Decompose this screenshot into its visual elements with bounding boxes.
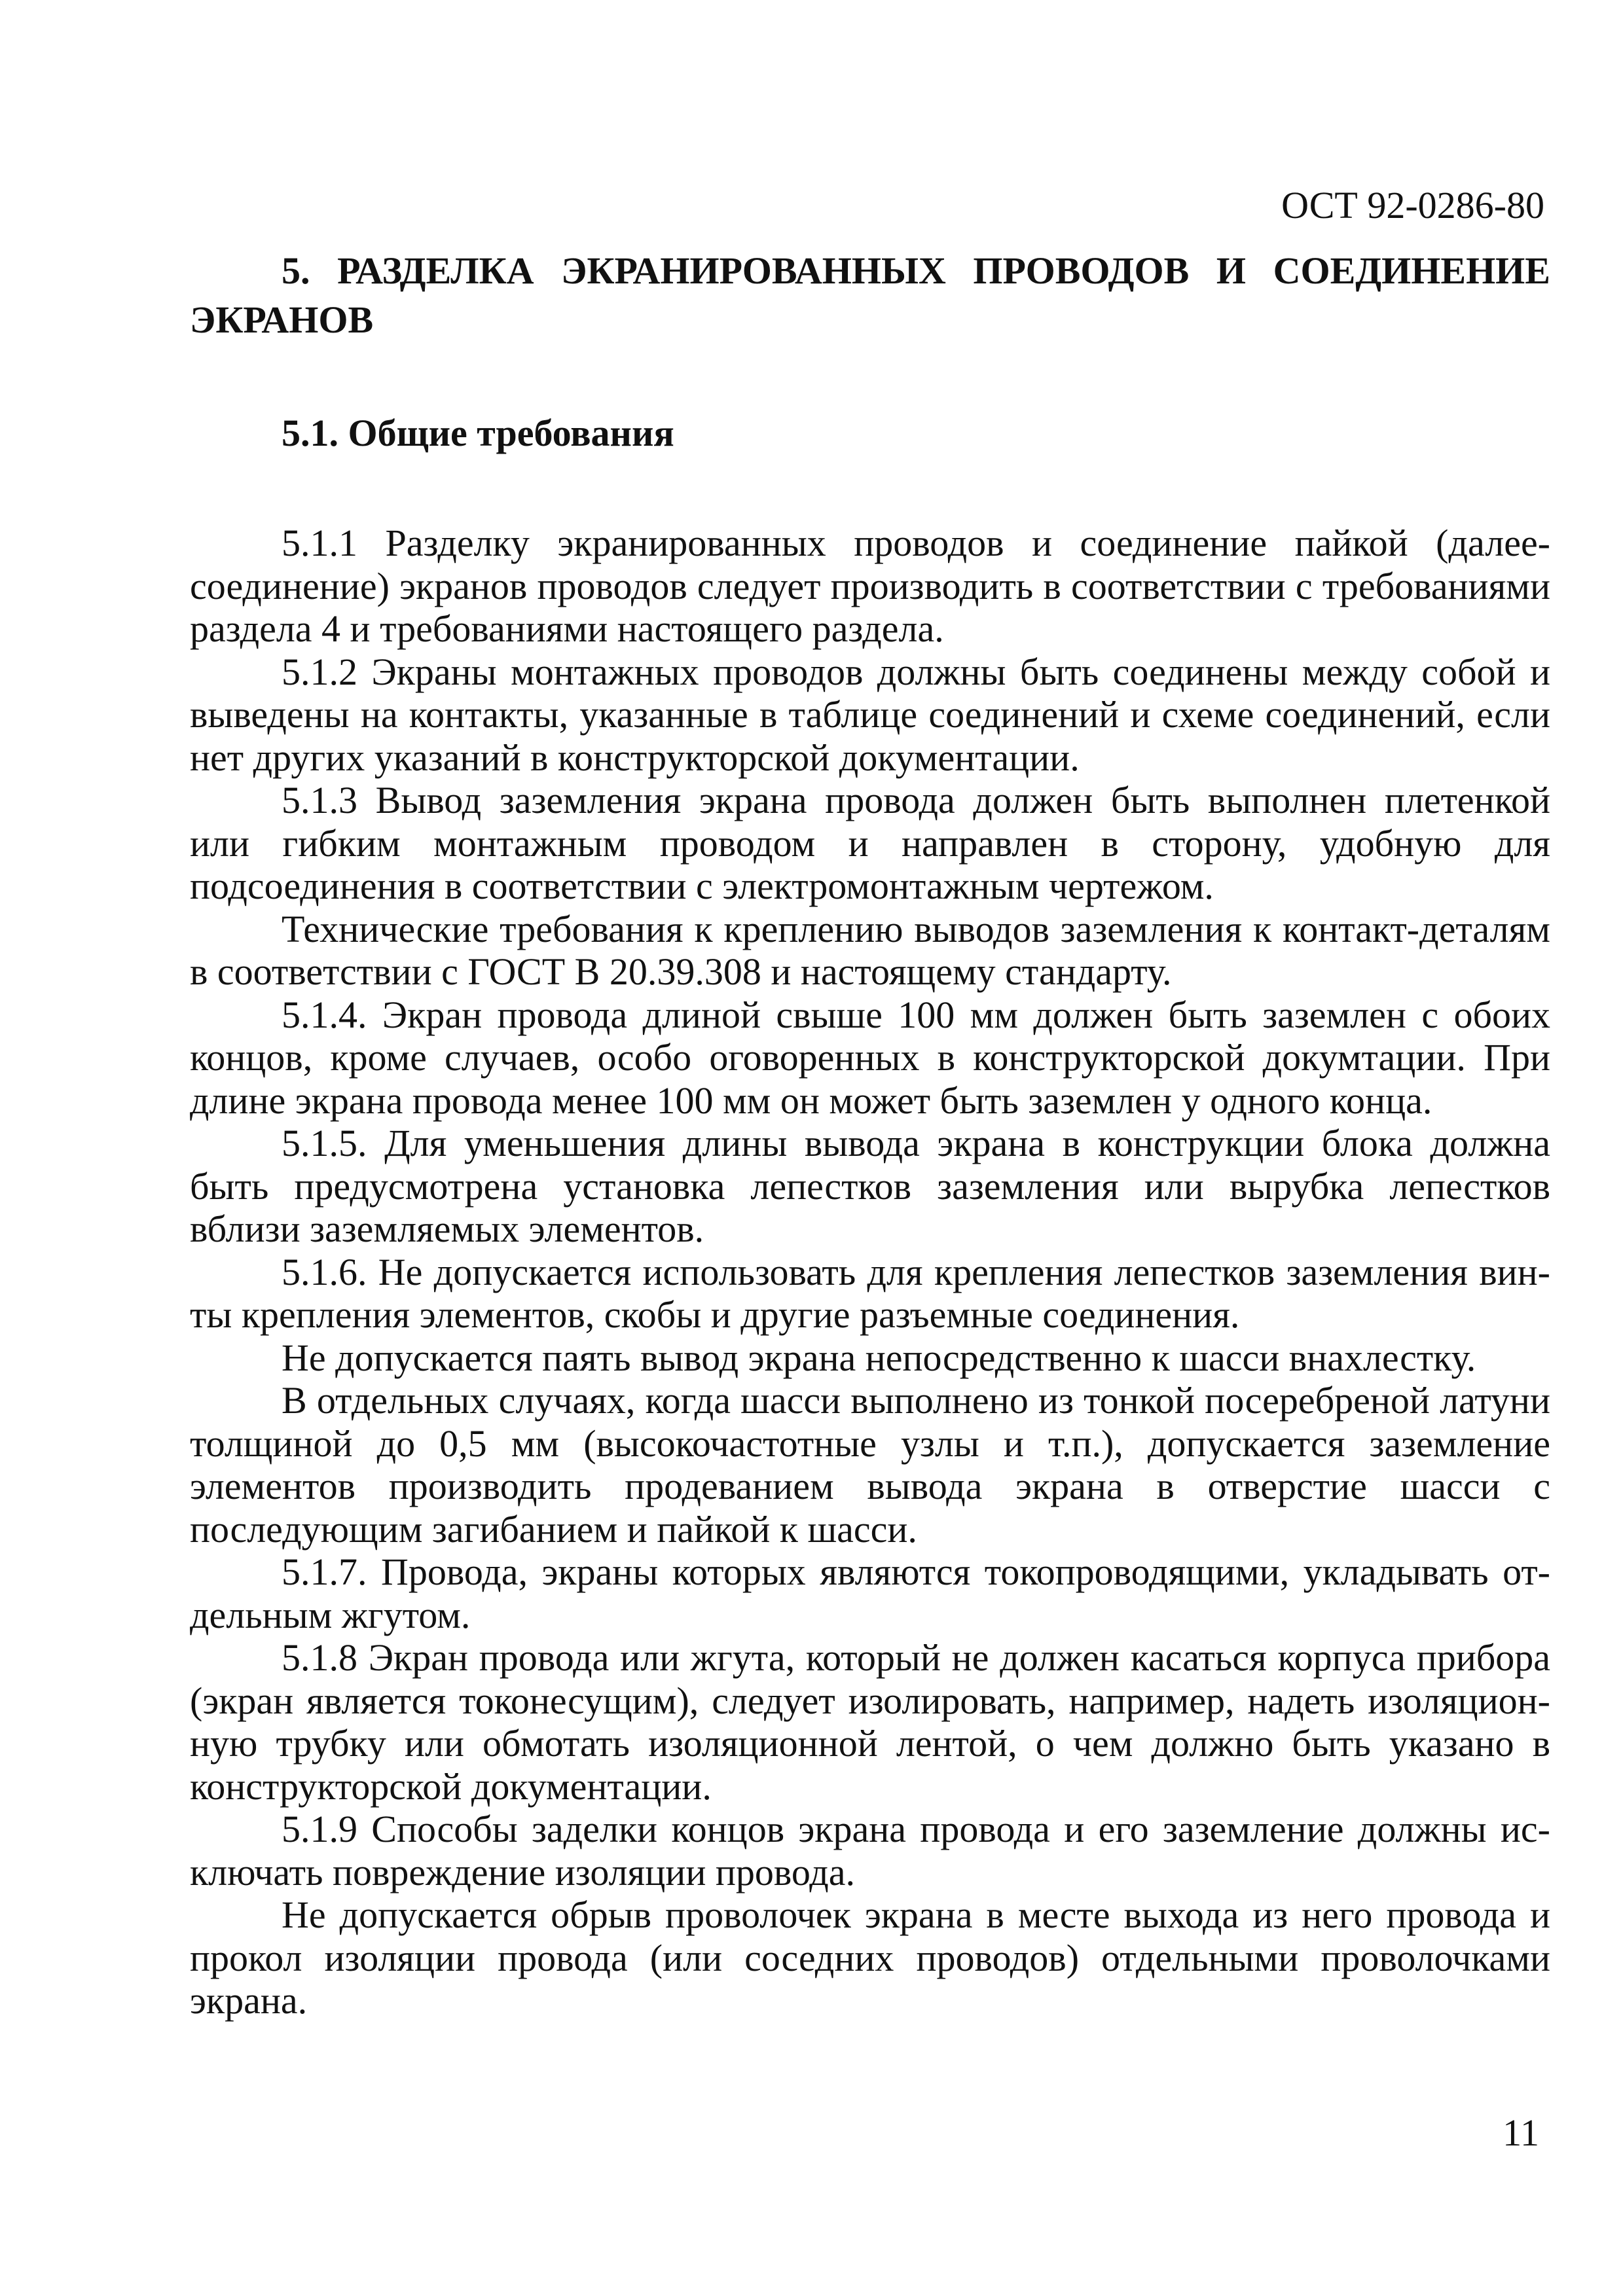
paragraph-thin-brass-exception: В отдельных случаях, когда шасси выполнено из тонкой посеребреной латуни толщиной до 0,5 мм (высокочастотные узлы и т.п.), допускается заземление элементов производить продеванием вывода экрана в отверстие шасси с последующим загибанием и пайкой к шасси.: [190, 1379, 1550, 1551]
paragraph-5-1-6: 5.1.6. Не допускается использовать для крепления лепестков заземления винты крепления элементов, скобы и другие разъемные соединения.: [190, 1250, 1550, 1336]
paragraph-no-wire-breakage: Не допускается обрыв проволочек экрана в месте выхода из него провода и прокол изоляции провода (или соседних проводов) отдельными проволочками экрана.: [190, 1893, 1550, 2022]
paragraph-5-1-1: 5.1.1 Разделку экранированных проводов и соединение пайкой (далее-соединение) экранов проводов следует производить в соответствии с требованиями раздела 4 и требованиями настоящего раздела.: [190, 522, 1550, 650]
document-code: ОСТ 92-0286-80: [1281, 184, 1544, 226]
paragraph-5-1-8: 5.1.8 Экран провода или жгута, который не должен касаться корпуса прибора (экран является токонесущим), следует изолировать, например, надеть изоляционную трубку или обмотать изоляционной лентой, о чем должно быть указано в конструкторской документации.: [190, 1636, 1550, 1808]
page-number: 11: [1503, 2111, 1539, 2154]
paragraph-5-1-5: 5.1.5. Для уменьшения длины вывода экрана в конструкции блока должна быть предусмотрена установка лепестков заземления или вырубка лепестков вблизи заземляемых элементов.: [190, 1122, 1550, 1250]
paragraph-no-overlap-soldering: Не допускается паять вывод экрана непосредственно к шасси внахлестку.: [282, 1336, 1476, 1379]
body-text: [190, 522, 1550, 2022]
section-title: 5. РАЗДЕЛКА ЭКРАНИРОВАННЫХ ПРОВОДОВ И СОЕДИНЕНИЕ ЭКРАНОВ: [190, 249, 1550, 341]
subsection-title: 5.1. Общие требования: [282, 412, 674, 454]
paragraph-5-1-4: 5.1.4. Экран провода длиной свыше 100 мм должен быть заземлен с обоих концов, кроме случаев, особо оговоренных в конструкторской докумтации. При длине экрана провода менее 100 мм он может быть заземлен у одного конца.: [190, 993, 1550, 1122]
paragraph-5-1-2: 5.1.2 Экраны монтажных проводов должны быть соединены между собой и выведены на контакты, указанные в таблице соединений и схеме соединений, если нет других указаний в конструкторской документации.: [190, 650, 1550, 779]
paragraph-5-1-3: 5.1.3 Вывод заземления экрана провода должен быть выполнен плетенкой или гибким монтажным проводом и направлен в сторону, удобную для подсоединения в соответствии с электромонтажным чертежом.: [190, 779, 1550, 907]
paragraph-5-1-9: 5.1.9 Способы заделки концов экрана провода и его заземление должны исключать повреждение изоляции провода.: [190, 1808, 1550, 1893]
paragraph-grounding-requirements: Технические требования к креплению выводов заземления к контакт-деталям в соответствии с ГОСТ В 20.39.308 и настоящему стандарту.: [190, 907, 1550, 993]
paragraph-5-1-7: 5.1.7. Провода, экраны которых являются токопроводящими, укладывать отдельным жгутом.: [190, 1551, 1550, 1636]
page-content: [190, 246, 1550, 2022]
